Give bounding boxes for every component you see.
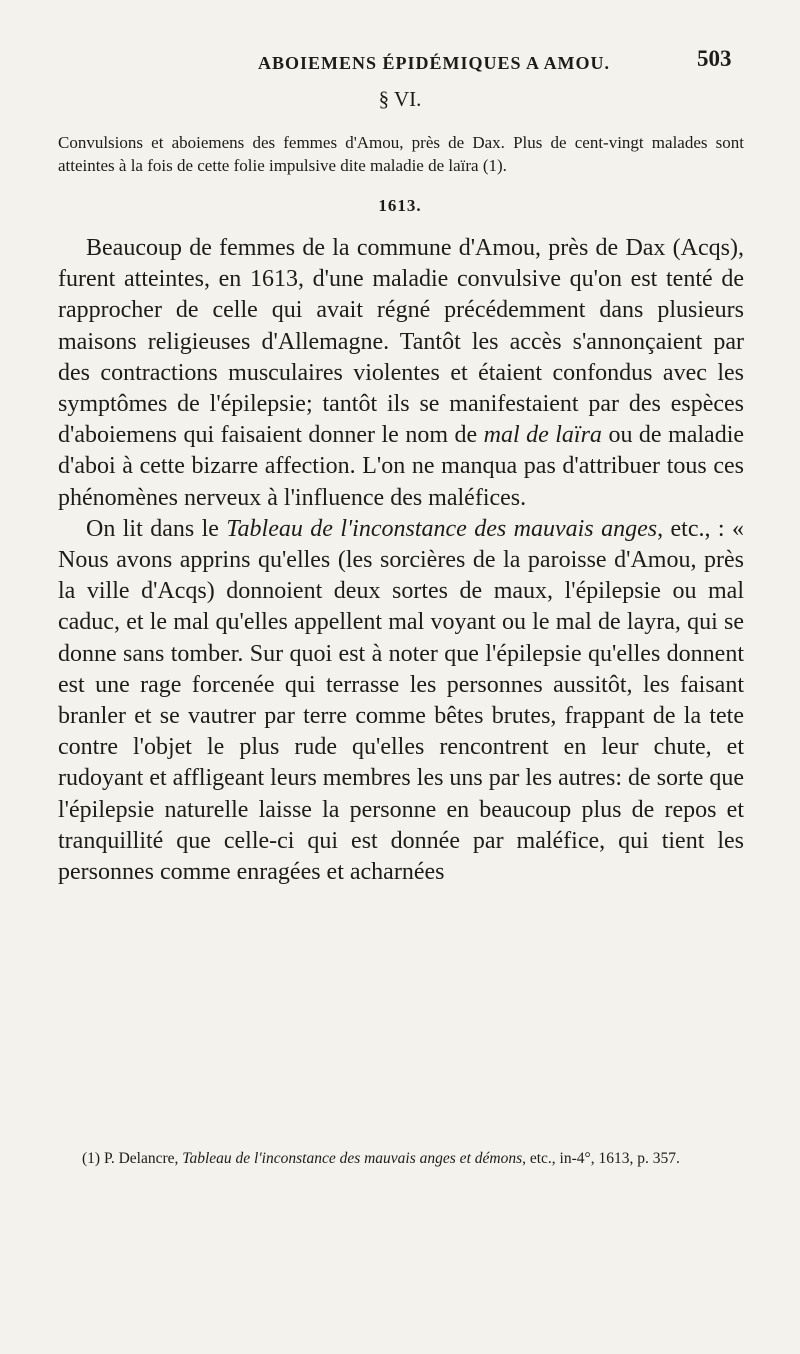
paragraph-1-text-b: ou de maladie d'aboi à cette bizarre affection. L'on ne manqua pas d'attribuer tous ces phénomènes nerveux à l'influence des maléfices.	[58, 422, 745, 511]
footnote-italic-title: Tableau de l'inconstance des mauvais anges et démons	[182, 1150, 523, 1167]
section-heading: § VI.	[378, 87, 422, 111]
paragraph-1-text-a: Beaucoup de femmes de la commune d'Amou, près de Dax (Acqs), furent atteintes, en 1613, d'une maladie convulsive qu'on est tenté de rapprocher de celle qui avait régné précédemment dans plusieurs maisons religieuses d'Allemagne. Tantôt les accès s'annonçaient par des contractions musculaires violentes et étaient confondus avec les symptômes de l'épilepsie; tantôt ils se manifestaient par des espèces d'aboiemens qui faisaient donner le nom de	[58, 235, 744, 449]
body-text	[58, 233, 744, 888]
footnote-marker: (1) P. Delancre,	[82, 1150, 179, 1167]
footnote-rest: , etc., in-4°, 1613, p. 357.	[522, 1150, 680, 1167]
running-title: ABOIEMENS ÉPIDÉMIQUES A AMOU.	[258, 53, 611, 73]
section-year: 1613.	[378, 196, 422, 215]
paragraph-2-text-a: On lit dans le	[86, 515, 219, 542]
section-summary: Convulsions et aboiemens des femmes d'Amou, près de Dax. Plus de cent-vingt malades sont atteintes à la fois de cette folie impulsive dite maladie de laïra (1).	[58, 133, 744, 175]
paragraph-2	[58, 514, 744, 888]
paragraph-2-text-b: , etc., : « Nous avons apprins qu'elles (les sorcières de la paroisse d'Amou, près la ville d'Acqs) donnoient deux sortes de maux, l'épilepsie ou mal caduc, et le mal qu'elles appellent mal voyant ou le mal de layra, qui se donne sans tomber. Sur quoi est à noter que l'épilepsie qu'elles donnent est une rage forcenée qui terrasse les personnes aussitôt, les faisant branler et se vautrer par terre comme bêtes brutes, frappant de la tete contre l'objet le plus rude qu'elles rencontrent en leur chute, et rudoyant et affligeant leurs membres les uns par les autres: de sorte que l'épilepsie naturelle laisse la personne en beaucoup plus de repos et tranquillité que celle-ci qui est donnée par maléfice, qui tient les personnes comme enragées et acharnées	[58, 515, 745, 886]
paragraph-2-italic-title: Tableau de l'inconstance des mauvais anges	[226, 515, 658, 542]
footnote	[58, 1148, 744, 1169]
paragraph-1-italic: mal de laïra	[483, 422, 602, 449]
page-number: 503	[697, 46, 732, 71]
paragraph-1	[58, 233, 744, 514]
